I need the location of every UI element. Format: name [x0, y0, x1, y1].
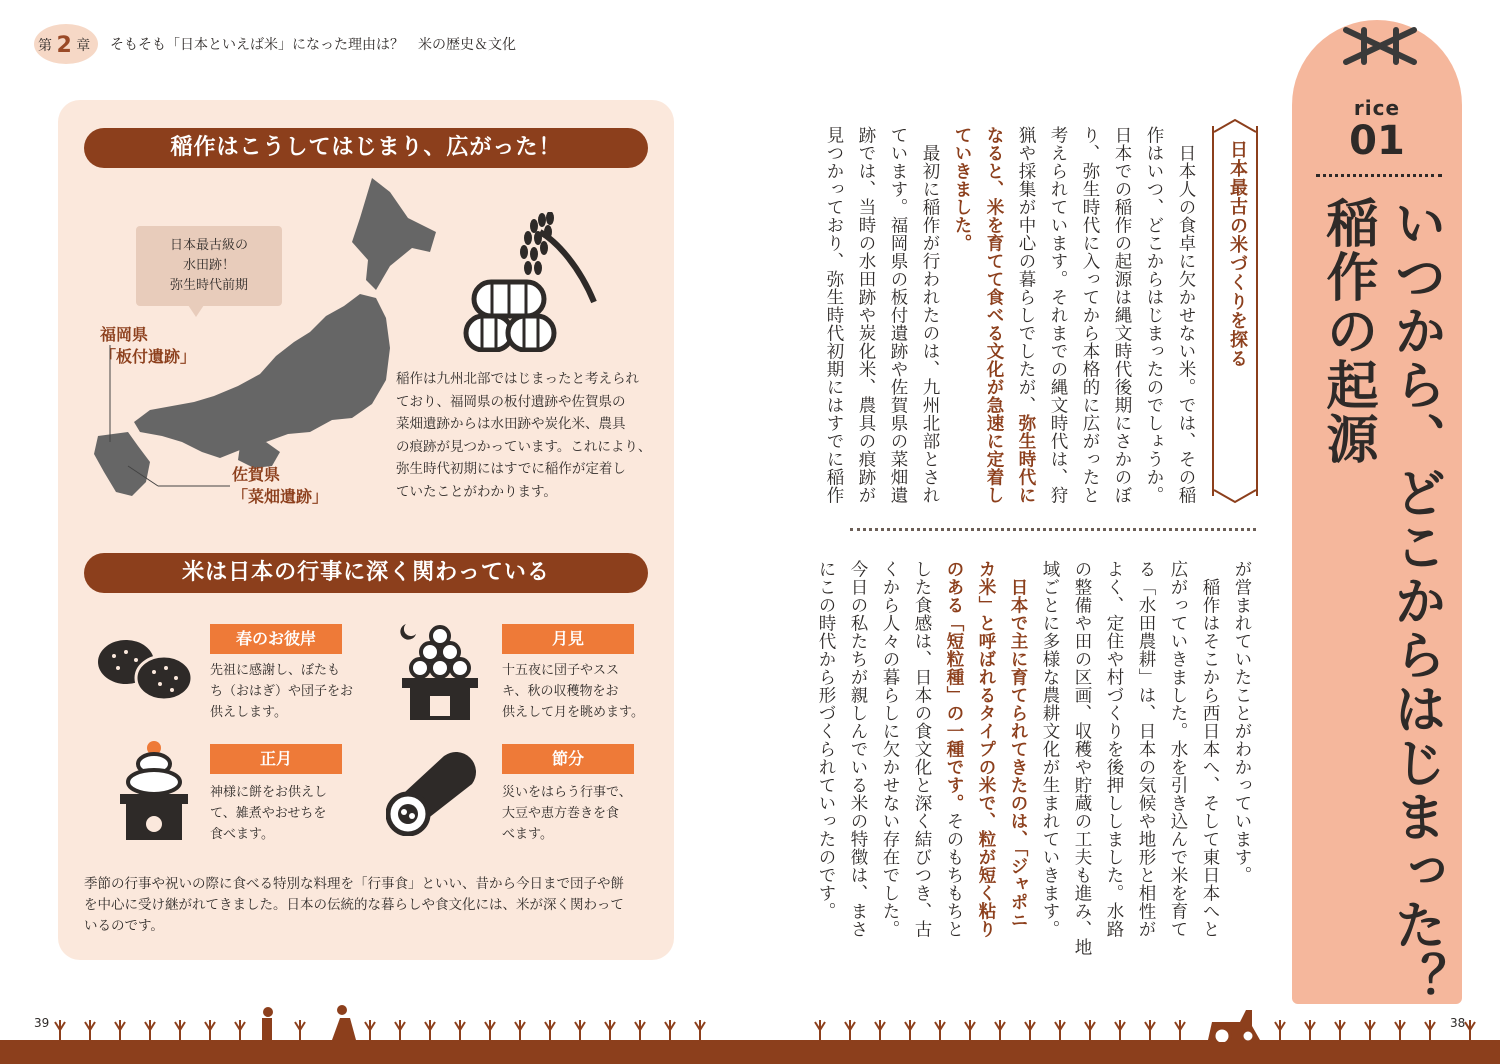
- body-text: 作はいつ、どこからはじまったのでしょうか。: [1144, 126, 1164, 504]
- grass-tuft: [175, 1020, 185, 1040]
- body-text: 猟や採集が中心の暮らしでしたが、: [1016, 126, 1036, 414]
- bottom-column: [906, 560, 938, 960]
- grass-tuft: [115, 1020, 125, 1040]
- grass-tuft: [1085, 1020, 1095, 1040]
- grass-tuft: [455, 1020, 465, 1040]
- grass-tuft: [1275, 1020, 1285, 1040]
- article-body-bottom: [816, 560, 1258, 960]
- top-column: [978, 126, 1010, 506]
- bottom-column: [1226, 560, 1258, 960]
- grass-tuft: [1365, 1020, 1375, 1040]
- grass-tuft: [485, 1020, 495, 1040]
- grass-tuft: [1115, 1020, 1125, 1040]
- grass-tuft: [875, 1020, 885, 1040]
- bottom-column: [810, 560, 842, 960]
- grass-tuft: [55, 1020, 65, 1040]
- page-number-right: 38: [1450, 1016, 1466, 1030]
- grass-tuft: [935, 1020, 945, 1040]
- grass-tuft: [1305, 1020, 1315, 1040]
- bottom-column: [1002, 560, 1034, 960]
- grass-tuft: [1335, 1020, 1345, 1040]
- rice-bales-icon: [462, 212, 602, 352]
- body-text: 考えられています。それまでの縄文時代は、狩: [1048, 126, 1068, 504]
- body-text: ています。福岡県の板付遺跡や佐賀県の菜畑遺: [888, 126, 908, 504]
- bottom-column: [938, 560, 970, 960]
- section-banner-2: 米は日本の行事に深く関わっている: [84, 553, 648, 593]
- tsukimi-dango-icon: [392, 620, 486, 724]
- top-column: [818, 126, 850, 506]
- body-text: の整備や田の区画、収穫や貯蔵の工夫も進み、地: [1072, 560, 1092, 956]
- bottom-column: [970, 560, 1002, 960]
- speech-bubble-tail: [188, 305, 204, 317]
- top-column: [1138, 126, 1170, 506]
- ehomaki-icon: [386, 752, 486, 836]
- event-tag-setsubun: 節分: [502, 744, 634, 774]
- subhead-bottom-ornament: [1212, 488, 1258, 504]
- bottom-column: [1098, 560, 1130, 960]
- body-text: 日本での稲作の起源は縄文時代後期にさかのぼ: [1112, 126, 1132, 504]
- event-tag-higan: 春のお彼岸: [210, 624, 342, 654]
- body-text: よく、定住や村づくりを後押ししました。水路: [1104, 560, 1124, 938]
- event-text-higan: 先祖に感謝し、ぼたも ち（おはぎ）や団子をお 供えします。: [210, 663, 354, 720]
- top-column: [946, 126, 978, 506]
- event-tag-tsukimi: 月見: [502, 624, 634, 654]
- top-column: [882, 126, 914, 506]
- body-text: [1008, 560, 1028, 578]
- events-summary: 季節の行事や祝いの際に食べる特別な料理を「行事食」といい、昔から今日まで団子や餅 を中心に受け継がれてきました。日本の伝統的な暮らしや食文化には、米が深く関わって いるのです。: [84, 876, 624, 934]
- kagami-mochi-icon: [116, 740, 192, 842]
- ohagi-icon: [96, 636, 196, 704]
- body-text: 最初に稲作が行われたのは、九州北部とされ: [920, 126, 940, 504]
- event-tag-shogatsu: 正月: [210, 744, 342, 774]
- grass-tuft: [605, 1020, 615, 1040]
- string-tie-icon: [1340, 22, 1420, 68]
- emphasis-text: 弥生時代に: [1016, 414, 1036, 504]
- grass-tuft: [235, 1020, 245, 1040]
- chapter-label: 第 2 章: [38, 33, 91, 58]
- rice-label: rice: [1353, 96, 1401, 120]
- subhead: 日本最古の米づくりを探る: [1227, 140, 1248, 368]
- grass-tuft: [845, 1020, 855, 1040]
- saga-label: 佐賀県 「菜畑遺跡」: [232, 465, 329, 506]
- event-text-setsubun: 災いをはらう行事で、 大豆や恵方巻きを食 べます。: [502, 785, 632, 842]
- emphasis-text: なると、米を育てて食べる文化が急速に定着し: [984, 126, 1004, 504]
- rice-field-silhouette: [0, 1000, 1500, 1042]
- grass-tuft: [425, 1020, 435, 1040]
- grass-tuft: [205, 1020, 215, 1040]
- grass-tuft: [515, 1020, 525, 1040]
- body-text: 跡では、当時の水田跡や炭化米、農具の痕跡が: [856, 126, 876, 504]
- grass-tuft: [85, 1020, 95, 1040]
- top-column: [1106, 126, 1138, 506]
- body-text: 広がっていきました。水を引き込んで米を育て: [1168, 560, 1188, 938]
- top-column: [914, 126, 946, 506]
- grass-tuft: [665, 1020, 675, 1040]
- body-text: 今日の私たちが親しんでいる米の特徴は、まさ: [848, 560, 868, 938]
- article-body-top: [824, 126, 1202, 506]
- title-divider: [1316, 174, 1442, 177]
- grass-tuft: [545, 1020, 555, 1040]
- body-text: 日本人の食卓に欠かせない米。では、その稲: [1176, 126, 1196, 504]
- grass-tuft: [365, 1020, 375, 1040]
- event-text-tsukimi: 十五夜に団子やスス キ、秋の収穫物をお 供えして月を眺めます。: [502, 663, 644, 720]
- body-text: 稲作はそこから西日本へ、そして東日本へと: [1200, 560, 1220, 938]
- grass-tuft: [1175, 1020, 1185, 1040]
- bottom-column: [842, 560, 874, 960]
- body-text: 見つかっており、弥生時代初期にはすでに稲作: [824, 126, 844, 504]
- grass-tuft: [1465, 1020, 1475, 1040]
- body-text: が営まれていたことがわかっています。: [1232, 560, 1252, 884]
- body-text: り、弥生時代に入ってから本格的に広がったと: [1080, 126, 1100, 504]
- grass-tuft: [1025, 1020, 1035, 1040]
- section-banner-1: 稲作はこうしてはじまり、広がった！: [84, 128, 648, 168]
- bottom-column: [1034, 560, 1066, 960]
- grass-tuft: [575, 1020, 585, 1040]
- main-title-line-2: 稲作の起源: [1317, 196, 1377, 466]
- subhead-top-ornament: [1212, 118, 1258, 134]
- grass-tuft: [965, 1020, 975, 1040]
- section-divider: [850, 528, 1256, 531]
- top-column: [1010, 126, 1042, 506]
- speech-bubble: 日本最古級の 水田跡！ 弥生時代前期: [136, 226, 282, 306]
- top-column: [850, 126, 882, 506]
- grass-tuft: [1145, 1020, 1155, 1040]
- grass-tuft: [995, 1020, 1005, 1040]
- grass-tuft: [1425, 1020, 1435, 1040]
- top-column: [1042, 126, 1074, 506]
- grass-tuft: [695, 1020, 705, 1040]
- body-text: 域ごとに多様な農耕文化が生まれていきます。: [1040, 560, 1060, 938]
- fukuoka-label: 福岡県 「板付遺跡」: [100, 325, 197, 366]
- grass-tuft: [145, 1020, 155, 1040]
- bottom-column: [1130, 560, 1162, 960]
- event-text-shogatsu: 神様に餅をお供えし て、雑煮やおせちを 食べます。: [210, 785, 328, 842]
- page-number-left: 39: [34, 1016, 50, 1030]
- grass-tuft: [635, 1020, 645, 1040]
- grass-tuft: [1395, 1020, 1405, 1040]
- bottom-column: [1194, 560, 1226, 960]
- body-text: る「水田農耕」は、日本の気候や地形と相性が: [1136, 560, 1156, 938]
- chapter-title: そもそも「日本といえば米」になった理由は？ 米の歴史＆文化: [110, 37, 516, 53]
- grass-tuft: [1055, 1020, 1065, 1040]
- top-column: [1074, 126, 1106, 506]
- bottom-column: [1066, 560, 1098, 960]
- ground-strip: [0, 1040, 1500, 1064]
- grass-tuft: [905, 1020, 915, 1040]
- map-description: 稲作は九州北部ではじまったと考えられ ており、福岡県の板付遺跡や佐賀県の 菜畑遺跡からは水田跡や炭化米、農具 の痕跡が見つかっています。これにより、 弥生時代初期にはすでに稲作が定着し ていたことがわかります。: [396, 371, 652, 500]
- emphasis-text: ていきました。: [952, 126, 972, 252]
- emphasis-text: のある「短粒種」の一種です。: [944, 560, 964, 812]
- bottom-column: [874, 560, 906, 960]
- grass-tuft: [295, 1020, 305, 1040]
- body-text: にこの時代から形づくられていったのです。: [816, 560, 836, 920]
- grass-tuft: [395, 1020, 405, 1040]
- body-text: そのもちもちと: [944, 812, 964, 938]
- body-text: くから人々の暮らしに欠かせない存在でした。: [880, 560, 900, 938]
- main-title-line-1: いつから、どこからはじまった？: [1385, 196, 1445, 1006]
- top-column: [1170, 126, 1202, 506]
- rice-number: 01: [1349, 118, 1405, 164]
- emphasis-text: カ米」と呼ばれるタイプの米で、粒が短く粘り: [976, 560, 996, 938]
- bottom-column: [1162, 560, 1194, 960]
- emphasis-text: 日本で主に育てられてきたのは、「ジャポニ: [1008, 578, 1028, 930]
- body-text: した食感は、日本の食文化と深く結びつき、古: [912, 560, 932, 938]
- grass-tuft: [815, 1020, 825, 1040]
